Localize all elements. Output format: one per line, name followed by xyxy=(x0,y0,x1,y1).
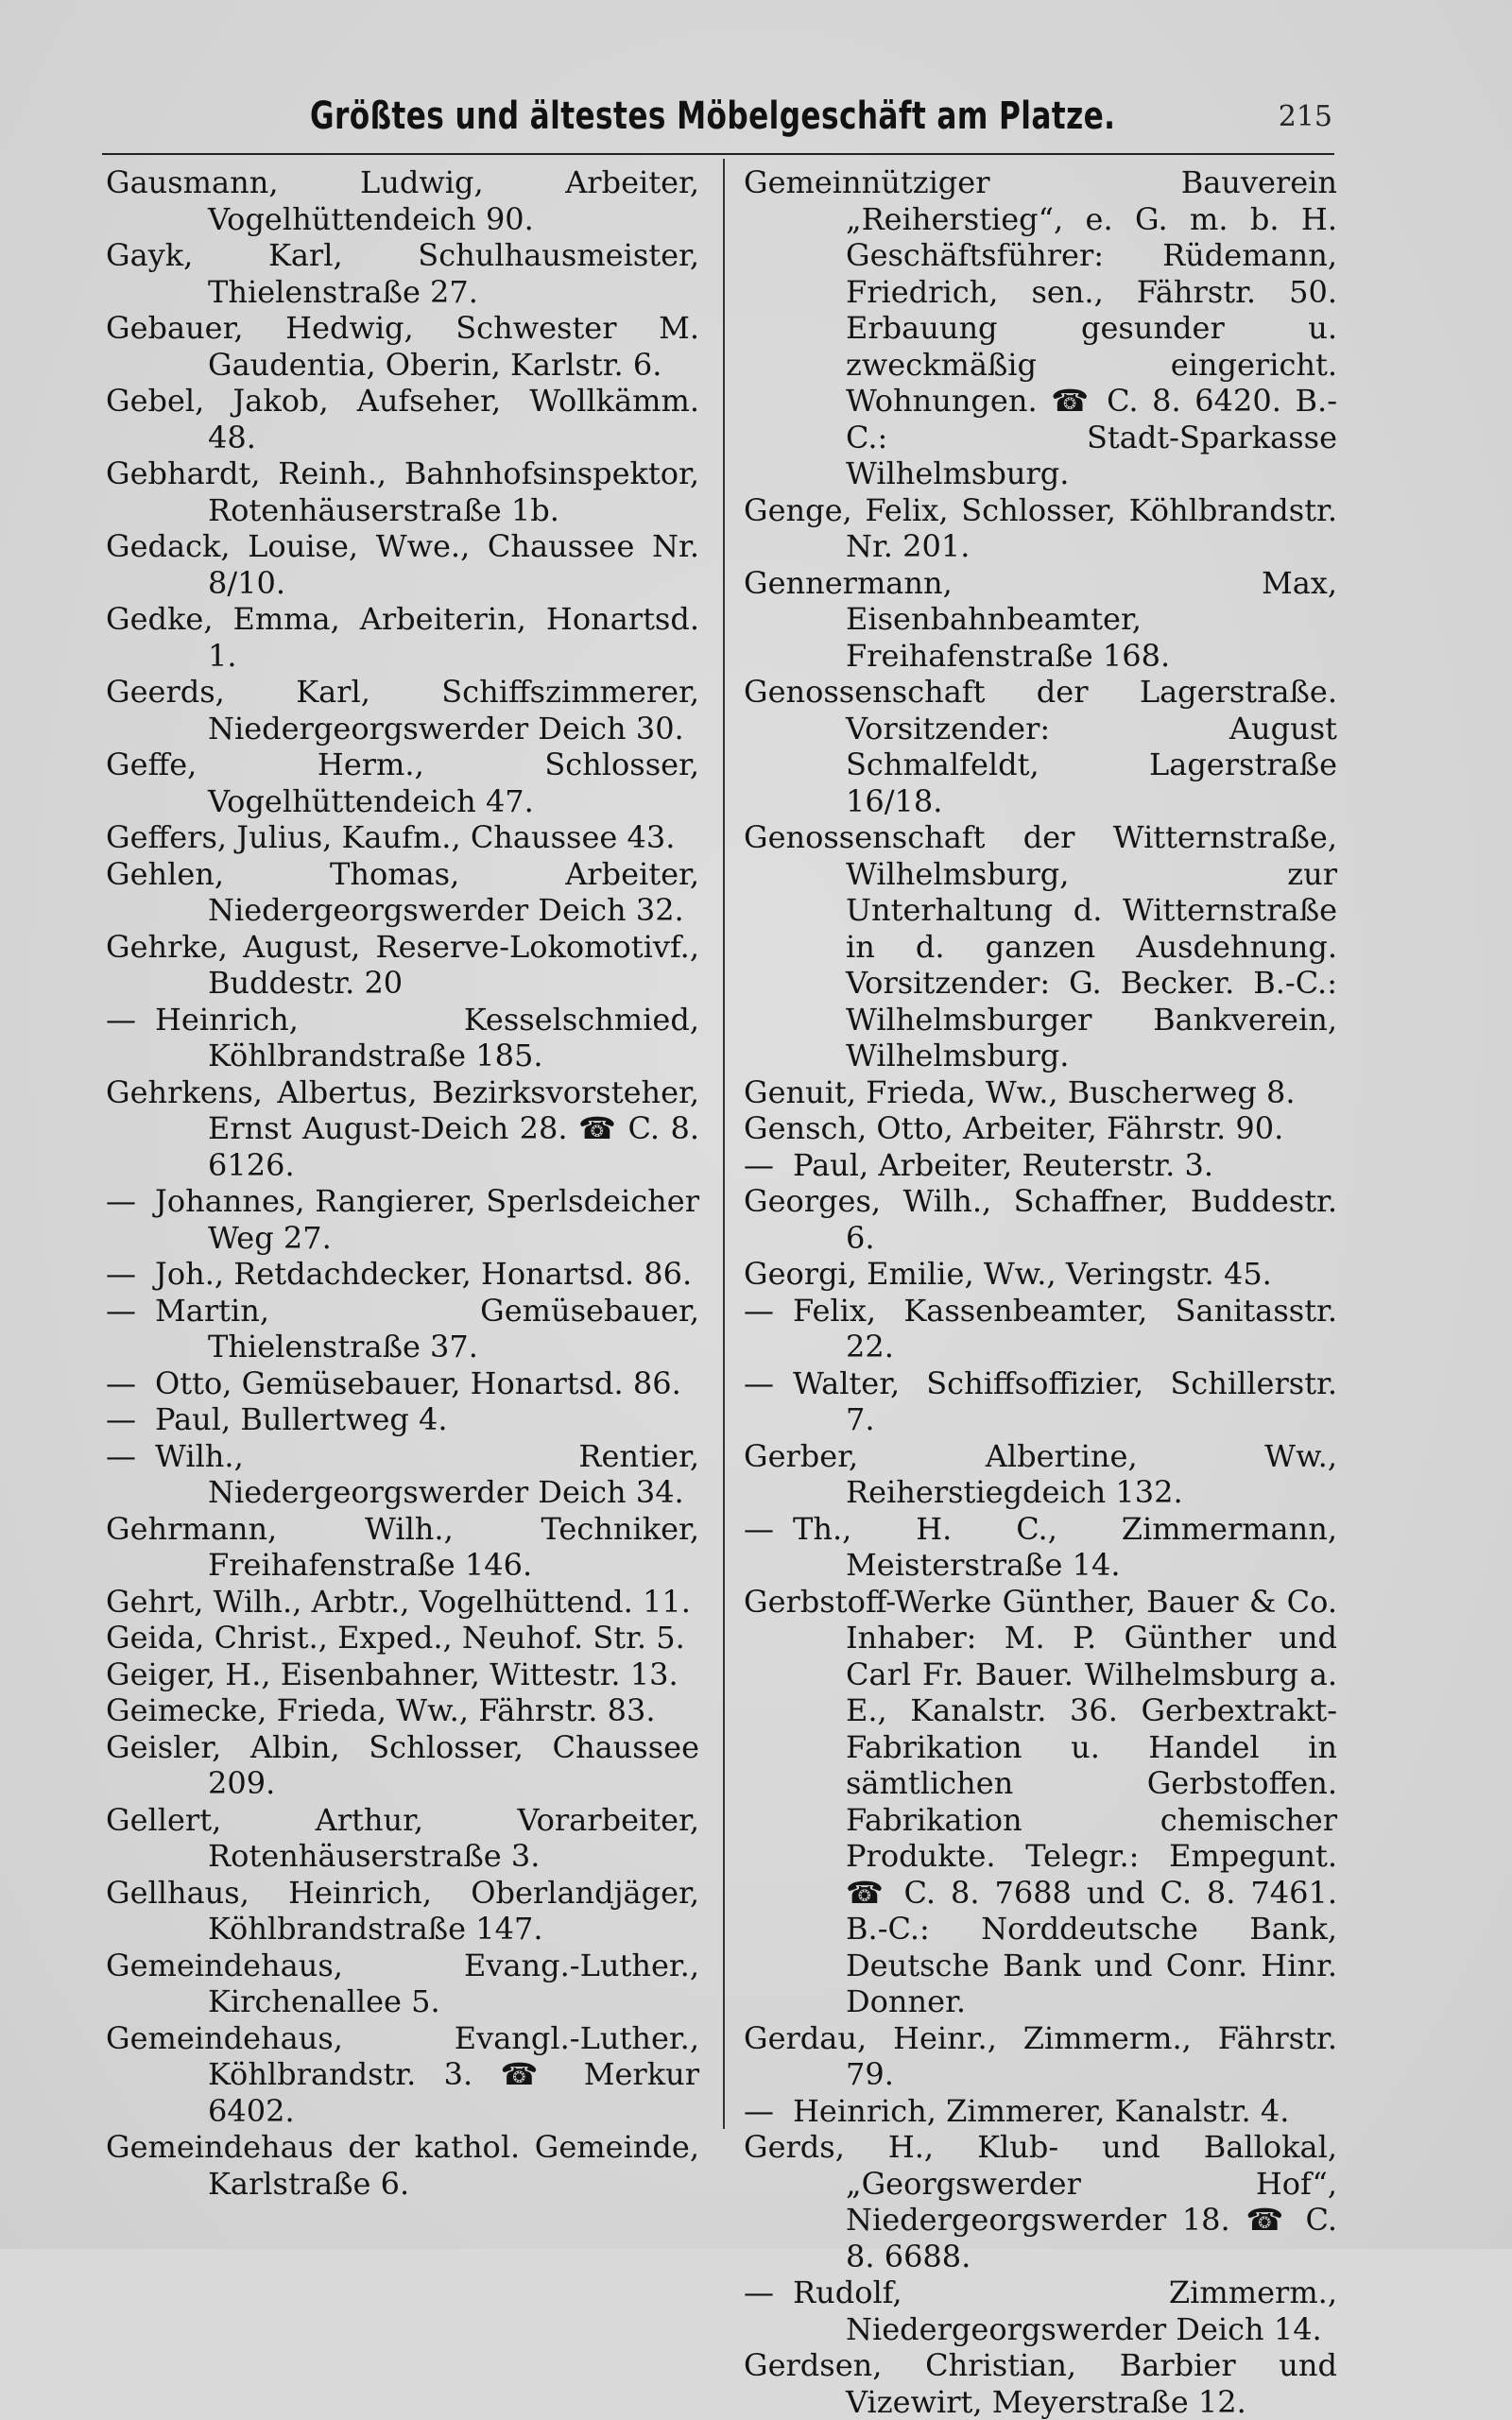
directory-entry xyxy=(106,856,699,929)
directory-entry xyxy=(106,929,699,1002)
directory-entry xyxy=(744,492,1337,565)
directory-entry xyxy=(744,1147,1337,1184)
entry-text: Gerdsen, Christian, Barbier und Vizewirt, Meyerstraße 12. xyxy=(744,2347,1337,2420)
entry-text: Georgi, Emilie, Ww., Veringstr. 45. xyxy=(744,1256,1272,1292)
directory-entry xyxy=(106,1365,699,1402)
entry-dash: — xyxy=(106,1364,136,1401)
directory-entry xyxy=(744,2020,1337,2093)
entry-dash: — xyxy=(744,2274,774,2310)
directory-entry xyxy=(744,565,1337,675)
entry-text: Geffe, Herm., Schlosser, Vogelhüttendeich 47. xyxy=(106,747,699,819)
entry-text: Martin, Gemüsebauer, Thielenstraße 37. xyxy=(155,1292,699,1364)
entry-text: Genossenschaft der Witternstraße, Wilhelmsburg, zur Unterhaltung d. Witternstraße in d. ganzen Ausdehnung. Vorsitzender: G. Becker. B.-C.: Wilhelmsburger Bankverein, Wilhelmsburg. xyxy=(744,819,1337,1073)
entry-text: Geiger, H., Eisenbahner, Wittestr. 13. xyxy=(106,1656,679,1692)
entry-text: Gehrkens, Albertus, Bezirksvorsteher, Ernst August-Deich 28. ☎ C. 8. 6126. xyxy=(106,1073,699,1183)
directory-entry xyxy=(106,1438,699,1511)
entry-text: Paul, Arbeiter, Reuterstr. 3. xyxy=(793,1146,1214,1183)
directory-entry xyxy=(106,1293,699,1365)
directory-entry xyxy=(106,1256,699,1293)
entry-text: Gedke, Emma, Arbeiterin, Honartsd. 1. xyxy=(106,601,699,674)
directory-entry xyxy=(106,1729,699,1802)
entry-text: Gemeindehaus, Evang.-Luther., Kirchenallee 5. xyxy=(106,1947,699,2019)
page-number: 215 xyxy=(1278,100,1332,133)
entry-dash: — xyxy=(106,1256,136,1292)
left-column xyxy=(106,164,699,2202)
entry-text: Gerds, H., Klub- und Ballokal, „Georgswerder Hof“, Niedergeorgswerder 18. ☎ C. 8. 6688. xyxy=(744,2129,1337,2274)
directory-entry xyxy=(106,2020,699,2130)
directory-entry xyxy=(106,1875,699,1948)
directory-entry xyxy=(106,674,699,747)
directory-entry xyxy=(744,2347,1337,2420)
entry-text: Geisler, Albin, Schlosser, Chaussee 209. xyxy=(106,1728,699,1801)
directory-entry xyxy=(106,164,699,237)
directory-entry xyxy=(106,1511,699,1584)
entry-dash: — xyxy=(106,1292,136,1329)
directory-entry xyxy=(106,1620,699,1656)
right-column xyxy=(744,164,1337,2420)
entry-text: Geimecke, Frieda, Ww., Fährstr. 83. xyxy=(106,1692,656,1728)
entry-text: Heinrich, Zimmerer, Kanalstr. 4. xyxy=(793,2092,1290,2129)
column-divider xyxy=(723,159,725,2129)
directory-entry xyxy=(106,310,699,383)
entry-text: Gennermann, Max, Eisenbahnbeamter, Freihafenstraße 168. xyxy=(744,564,1337,674)
running-header-title: Größtes und ältestes Möbelgeschäft am Platze. xyxy=(310,94,1116,138)
entry-text: Genossenschaft der Lagerstraße. Vorsitzender: August Schmalfeldt, Lagerstraße 16/18. xyxy=(744,674,1337,819)
entry-text: Wilh., Rentier, Niedergeorgswerder Deich 34. xyxy=(155,1437,699,1510)
entry-text: Johannes, Rangierer, Sperlsdeicher Weg 27. xyxy=(155,1183,699,1256)
directory-entry xyxy=(744,1438,1337,1511)
directory-entry xyxy=(744,1293,1337,1365)
entry-dash: — xyxy=(744,1364,774,1401)
entry-text: Gebel, Jakob, Aufseher, Wollkämm. 48. xyxy=(106,383,699,455)
entry-text: Felix, Kassenbeamter, Sanitasstr. 22. xyxy=(793,1292,1337,1364)
directory-entry xyxy=(744,674,1337,819)
entry-text: Gehrke, August, Reserve-Lokomotivf., Buddestr. 20 xyxy=(106,928,699,1001)
entry-text: Gayk, Karl, Schulhausmeister, Thielenstraße 27. xyxy=(106,237,699,310)
directory-entry xyxy=(744,1183,1337,1256)
entry-text: Otto, Gemüsebauer, Honartsd. 86. xyxy=(155,1364,681,1401)
directory-entry xyxy=(744,1110,1337,1147)
entry-text: Gehlen, Thomas, Arbeiter, Niedergeorgswerder Deich 32. xyxy=(106,855,699,928)
entry-dash: — xyxy=(106,1001,136,1038)
entry-text: Gerdau, Heinr., Zimmerm., Fährstr. 79. xyxy=(744,2019,1337,2092)
entry-text: Paul, Bullertweg 4. xyxy=(155,1401,448,1437)
directory-entry xyxy=(744,2129,1337,2274)
directory-entry xyxy=(106,1074,699,1184)
directory-entry xyxy=(744,2093,1337,2130)
directory-entry xyxy=(744,1074,1337,1111)
directory-entry xyxy=(106,2129,699,2202)
entry-text: Gemeindehaus, Evangl.-Luther., Köhlbrandstr. 3. ☎ Merkur 6402. xyxy=(106,2019,699,2129)
entry-dash: — xyxy=(744,1292,774,1329)
entry-text: Gensch, Otto, Arbeiter, Fährstr. 90. xyxy=(744,1110,1284,1146)
entry-text: Rudolf, Zimmerm., Niedergeorgswerder Deich 14. xyxy=(793,2274,1337,2347)
entry-text: Gausmann, Ludwig, Arbeiter, Vogelhüttendeich 90. xyxy=(106,164,699,237)
header-rule xyxy=(102,153,1334,155)
directory-entry xyxy=(106,383,699,455)
directory-entry xyxy=(744,1584,1337,2020)
directory-entry xyxy=(744,164,1337,492)
directory-entry xyxy=(744,819,1337,1074)
directory-entry xyxy=(106,819,699,856)
directory-entry xyxy=(106,601,699,674)
directory-entry xyxy=(106,1584,699,1621)
entry-dash: — xyxy=(744,1146,774,1183)
directory-entry xyxy=(744,1256,1337,1293)
entry-text: Heinrich, Kesselschmied, Köhlbrandstraße 185. xyxy=(155,1001,699,1073)
entry-text: Gellhaus, Heinrich, Oberlandjäger, Köhlbrandstraße 147. xyxy=(106,1874,699,1947)
directory-entry xyxy=(106,1401,699,1438)
directory-entry xyxy=(106,1948,699,2020)
directory-entry xyxy=(744,1365,1337,1438)
entry-text: Walter, Schiffsoffizier, Schillerstr. 7. xyxy=(793,1364,1337,1437)
entry-text: Genge, Felix, Schlosser, Köhlbrandstr. Nr. 201. xyxy=(744,491,1337,564)
directory-entry xyxy=(106,1183,699,1256)
entry-text: Gemeinnütziger Bauverein „Reiherstieg“, e. G. m. b. H. Geschäftsführer: Rüdemann, Friedrich, sen., Fährstr. 50. Erbauung gesunder u. zweckmäßig eingericht. Wohnungen. ☎ C. 8. 6420. B.-C.: Stadt-Sparkasse Wilhelmsburg. xyxy=(744,164,1337,491)
entry-dash: — xyxy=(744,1510,774,1547)
entry-text: Gerber, Albertine, Ww., Reiherstiegdeich 132. xyxy=(744,1437,1337,1510)
entry-text: Gebhardt, Reinh., Bahnhofsinspektor, Rotenhäuserstraße 1b. xyxy=(106,455,699,528)
entry-text: Th., H. C., Zimmermann, Meisterstraße 14. xyxy=(793,1510,1337,1583)
entry-text: Gedack, Louise, Wwe., Chaussee Nr. 8/10. xyxy=(106,528,699,601)
directory-entry xyxy=(106,1656,699,1693)
entry-text: Georges, Wilh., Schaffner, Buddestr. 6. xyxy=(744,1183,1337,1256)
directory-entry xyxy=(744,2274,1337,2347)
entry-dash: — xyxy=(106,1183,136,1219)
directory-entry xyxy=(744,1511,1337,1584)
page-header xyxy=(104,94,1332,151)
entry-dash: — xyxy=(744,2092,774,2129)
directory-entry xyxy=(106,528,699,601)
entry-text: Gemeindehaus der kathol. Gemeinde, Karlstraße 6. xyxy=(106,2129,699,2202)
entry-dash: — xyxy=(106,1401,136,1437)
directory-entry xyxy=(106,237,699,310)
entry-dash: — xyxy=(106,1437,136,1474)
entry-text: Gehrt, Wilh., Arbtr., Vogelhüttend. 11. xyxy=(106,1583,691,1620)
entry-text: Geida, Christ., Exped., Neuhof. Str. 5. xyxy=(106,1620,685,1656)
entry-text: Geffers, Julius, Kaufm., Chaussee 43. xyxy=(106,819,676,855)
directory-entry xyxy=(106,1692,699,1729)
directory-entry xyxy=(106,1802,699,1875)
entry-text: Gebauer, Hedwig, Schwester M. Gaudentia, Oberin, Karlstr. 6. xyxy=(106,310,699,383)
directory-entry xyxy=(106,455,699,528)
entry-text: Geerds, Karl, Schiffszimmerer, Niedergeorgswerder Deich 30. xyxy=(106,674,699,747)
entry-text: Gehrmann, Wilh., Techniker, Freihafenstraße 146. xyxy=(106,1510,699,1583)
directory-entry xyxy=(106,747,699,819)
entry-text: Joh., Retdachdecker, Honartsd. 86. xyxy=(155,1256,693,1292)
directory-entry xyxy=(106,1002,699,1074)
entry-text: Gellert, Arthur, Vorarbeiter, Rotenhäuserstraße 3. xyxy=(106,1801,699,1874)
entry-text: Genuit, Frieda, Ww., Buscherweg 8. xyxy=(744,1073,1296,1110)
entry-text: Gerbstoff-Werke Günther, Bauer & Co. Inhaber: M. P. Günther und Carl Fr. Bauer. Wilhelmsburg a. E., Kanalstr. 36. Gerbextrakt-Fabrikation u. Handel in sämtlichen Gerbstoffen. Fabrikation chemischer Produkte. Telegr.: Empegunt. ☎ C. 8. 7688 und C. 8. 7461. B.-C.: Norddeutsche Bank, Deutsche Bank und Conr. Hinr. Donner. xyxy=(744,1583,1337,2019)
